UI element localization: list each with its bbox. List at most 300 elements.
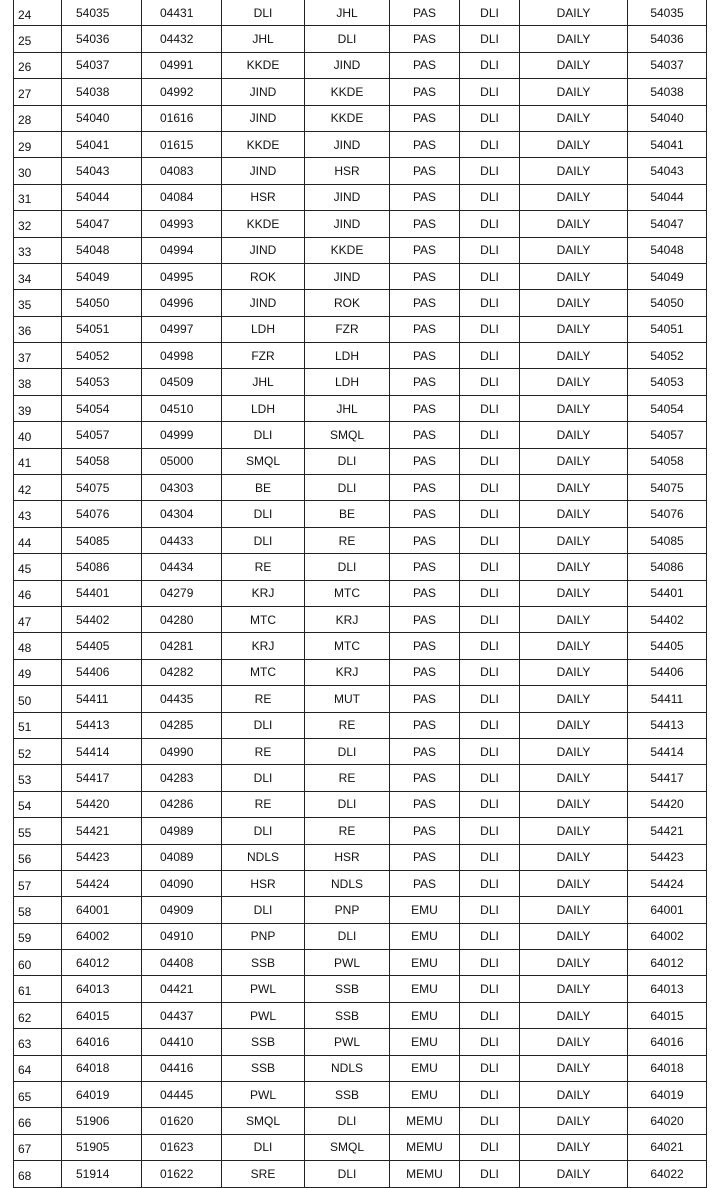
new-train-number-cell: 54051 (62, 316, 142, 342)
train-number-cell: 54405 (628, 633, 707, 659)
old-train-number-cell: 04509 (142, 369, 222, 395)
frequency-cell: DAILY (520, 818, 628, 844)
from-station-cell: DLI (222, 1134, 305, 1160)
division-cell: DLI (460, 475, 520, 501)
division-cell: DLI (460, 1029, 520, 1055)
table-row (14, 1082, 707, 1108)
table-row (14, 475, 707, 501)
from-station-cell: JHL (222, 26, 305, 52)
frequency-cell: DAILY (520, 1134, 628, 1160)
serial-number-cell: 24 (14, 0, 62, 26)
new-train-number-cell: 64012 (62, 950, 142, 976)
from-station-cell: LDH (222, 395, 305, 421)
old-train-number-cell: 04993 (142, 211, 222, 237)
new-train-number-cell: 54048 (62, 237, 142, 263)
serial-number-cell: 26 (14, 52, 62, 78)
serial-number-cell: 41 (14, 448, 62, 474)
table-row (14, 527, 707, 553)
frequency-cell: DAILY (520, 316, 628, 342)
frequency-cell: DAILY (520, 184, 628, 210)
to-station-cell: PNP (305, 897, 390, 923)
train-type-cell: EMU (390, 1082, 460, 1108)
train-type-cell: PAS (390, 79, 460, 105)
new-train-number-cell: 54085 (62, 527, 142, 553)
to-station-cell: SMQL (305, 1134, 390, 1160)
serial-number-cell: 32 (14, 211, 62, 237)
to-station-cell: JIND (305, 263, 390, 289)
division-cell: DLI (460, 950, 520, 976)
from-station-cell: RE (222, 554, 305, 580)
table-row (14, 1161, 707, 1187)
frequency-cell: DAILY (520, 79, 628, 105)
from-station-cell: DLI (222, 765, 305, 791)
serial-number-cell: 58 (14, 897, 62, 923)
old-train-number-cell: 04437 (142, 1002, 222, 1028)
serial-number-cell: 65 (14, 1082, 62, 1108)
frequency-cell: DAILY (520, 131, 628, 157)
frequency-cell: DAILY (520, 976, 628, 1002)
from-station-cell: KRJ (222, 580, 305, 606)
new-train-number-cell: 64013 (62, 976, 142, 1002)
division-cell: DLI (460, 738, 520, 764)
old-train-number-cell: 01615 (142, 131, 222, 157)
from-station-cell: JIND (222, 158, 305, 184)
new-train-number-cell: 54402 (62, 606, 142, 632)
frequency-cell: DAILY (520, 633, 628, 659)
division-cell: DLI (460, 422, 520, 448)
frequency-cell: DAILY (520, 712, 628, 738)
division-cell: DLI (460, 501, 520, 527)
old-train-number-cell: 04280 (142, 606, 222, 632)
serial-number-cell: 55 (14, 818, 62, 844)
serial-number-cell: 54 (14, 791, 62, 817)
division-cell: DLI (460, 184, 520, 210)
train-number-cell: 54075 (628, 475, 707, 501)
old-train-number-cell: 04909 (142, 897, 222, 923)
frequency-cell: DAILY (520, 422, 628, 448)
division-cell: DLI (460, 1161, 520, 1187)
table-row (14, 52, 707, 78)
old-train-number-cell: 04431 (142, 0, 222, 26)
new-train-number-cell: 54035 (62, 0, 142, 26)
new-train-number-cell: 54057 (62, 422, 142, 448)
old-train-number-cell: 04304 (142, 501, 222, 527)
train-type-cell: EMU (390, 923, 460, 949)
old-train-number-cell: 04433 (142, 527, 222, 553)
old-train-number-cell: 04416 (142, 1055, 222, 1081)
old-train-number-cell: 04283 (142, 765, 222, 791)
train-type-cell: PAS (390, 712, 460, 738)
serial-number-cell: 53 (14, 765, 62, 791)
to-station-cell: RE (305, 527, 390, 553)
old-train-number-cell: 05000 (142, 448, 222, 474)
train-number-cell: 54411 (628, 686, 707, 712)
division-cell: DLI (460, 923, 520, 949)
train-type-cell: PAS (390, 765, 460, 791)
to-station-cell: NDLS (305, 1055, 390, 1081)
to-station-cell: MTC (305, 580, 390, 606)
to-station-cell: PWL (305, 1029, 390, 1055)
division-cell: DLI (460, 369, 520, 395)
from-station-cell: HSR (222, 184, 305, 210)
from-station-cell: PWL (222, 976, 305, 1002)
train-number-cell: 54076 (628, 501, 707, 527)
to-station-cell: DLI (305, 26, 390, 52)
frequency-cell: DAILY (520, 606, 628, 632)
train-number-cell: 64015 (628, 1002, 707, 1028)
frequency-cell: DAILY (520, 1055, 628, 1081)
old-train-number-cell: 01623 (142, 1134, 222, 1160)
frequency-cell: DAILY (520, 1108, 628, 1134)
train-type-cell: PAS (390, 580, 460, 606)
to-station-cell: JIND (305, 52, 390, 78)
serial-number-cell: 61 (14, 976, 62, 1002)
train-type-cell: PAS (390, 0, 460, 26)
serial-number-cell: 67 (14, 1134, 62, 1160)
to-station-cell: JHL (305, 0, 390, 26)
new-train-number-cell: 54036 (62, 26, 142, 52)
train-number-cell: 54086 (628, 554, 707, 580)
from-station-cell: SSB (222, 1029, 305, 1055)
table-row (14, 950, 707, 976)
table-row (14, 923, 707, 949)
from-station-cell: RE (222, 686, 305, 712)
from-station-cell: RE (222, 738, 305, 764)
table-row (14, 580, 707, 606)
serial-number-cell: 27 (14, 79, 62, 105)
to-station-cell: KRJ (305, 659, 390, 685)
to-station-cell: SSB (305, 976, 390, 1002)
train-type-cell: PAS (390, 870, 460, 896)
new-train-number-cell: 54050 (62, 290, 142, 316)
frequency-cell: DAILY (520, 343, 628, 369)
train-number-cell: 54424 (628, 870, 707, 896)
train-number-cell: 54038 (628, 79, 707, 105)
serial-number-cell: 49 (14, 659, 62, 685)
division-cell: DLI (460, 343, 520, 369)
train-number-cell: 54417 (628, 765, 707, 791)
old-train-number-cell: 04279 (142, 580, 222, 606)
frequency-cell: DAILY (520, 554, 628, 580)
old-train-number-cell: 04995 (142, 263, 222, 289)
train-type-cell: PAS (390, 263, 460, 289)
new-train-number-cell: 54420 (62, 791, 142, 817)
new-train-number-cell: 54037 (62, 52, 142, 78)
new-train-number-cell: 54413 (62, 712, 142, 738)
new-train-number-cell: 51906 (62, 1108, 142, 1134)
new-train-number-cell: 54038 (62, 79, 142, 105)
new-train-number-cell: 54054 (62, 395, 142, 421)
to-station-cell: DLI (305, 791, 390, 817)
train-type-cell: PAS (390, 290, 460, 316)
train-type-cell: EMU (390, 1002, 460, 1028)
frequency-cell: DAILY (520, 395, 628, 421)
frequency-cell: DAILY (520, 765, 628, 791)
train-type-cell: PAS (390, 633, 460, 659)
division-cell: DLI (460, 897, 520, 923)
serial-number-cell: 33 (14, 237, 62, 263)
division-cell: DLI (460, 211, 520, 237)
to-station-cell: RE (305, 818, 390, 844)
table-row (14, 765, 707, 791)
from-station-cell: KKDE (222, 211, 305, 237)
division-cell: DLI (460, 527, 520, 553)
serial-number-cell: 39 (14, 395, 62, 421)
frequency-cell: DAILY (520, 527, 628, 553)
train-number-cell: 54051 (628, 316, 707, 342)
division-cell: DLI (460, 290, 520, 316)
old-train-number-cell: 04285 (142, 712, 222, 738)
train-number-cell: 54037 (628, 52, 707, 78)
serial-number-cell: 56 (14, 844, 62, 870)
train-type-cell: PAS (390, 844, 460, 870)
serial-number-cell: 30 (14, 158, 62, 184)
table-row (14, 0, 707, 26)
frequency-cell: DAILY (520, 158, 628, 184)
new-train-number-cell: 54421 (62, 818, 142, 844)
from-station-cell: KRJ (222, 633, 305, 659)
frequency-cell: DAILY (520, 1161, 628, 1187)
frequency-cell: DAILY (520, 923, 628, 949)
table-row (14, 818, 707, 844)
serial-number-cell: 62 (14, 1002, 62, 1028)
old-train-number-cell: 04084 (142, 184, 222, 210)
to-station-cell: KKDE (305, 105, 390, 131)
new-train-number-cell: 54043 (62, 158, 142, 184)
from-station-cell: DLI (222, 501, 305, 527)
frequency-cell: DAILY (520, 791, 628, 817)
train-type-cell: EMU (390, 1029, 460, 1055)
division-cell: DLI (460, 712, 520, 738)
division-cell: DLI (460, 237, 520, 263)
from-station-cell: KKDE (222, 131, 305, 157)
serial-number-cell: 66 (14, 1108, 62, 1134)
table-body (14, 0, 707, 1187)
new-train-number-cell: 54041 (62, 131, 142, 157)
new-train-number-cell: 54053 (62, 369, 142, 395)
train-number-cell: 54047 (628, 211, 707, 237)
old-train-number-cell: 01620 (142, 1108, 222, 1134)
train-type-cell: PAS (390, 686, 460, 712)
to-station-cell: SSB (305, 1002, 390, 1028)
division-cell: DLI (460, 0, 520, 26)
train-type-cell: PAS (390, 105, 460, 131)
division-cell: DLI (460, 52, 520, 78)
frequency-cell: DAILY (520, 686, 628, 712)
frequency-cell: DAILY (520, 870, 628, 896)
train-type-cell: PAS (390, 448, 460, 474)
train-number-cell: 54423 (628, 844, 707, 870)
table-row (14, 290, 707, 316)
new-train-number-cell: 54075 (62, 475, 142, 501)
from-station-cell: SMQL (222, 448, 305, 474)
train-type-cell: EMU (390, 976, 460, 1002)
new-train-number-cell: 64016 (62, 1029, 142, 1055)
serial-number-cell: 34 (14, 263, 62, 289)
to-station-cell: KRJ (305, 606, 390, 632)
train-number-cell: 64002 (628, 923, 707, 949)
new-train-number-cell: 54052 (62, 343, 142, 369)
table-row (14, 1029, 707, 1055)
serial-number-cell: 42 (14, 475, 62, 501)
train-type-cell: PAS (390, 527, 460, 553)
old-train-number-cell: 04410 (142, 1029, 222, 1055)
to-station-cell: HSR (305, 844, 390, 870)
train-type-cell: PAS (390, 369, 460, 395)
train-type-cell: EMU (390, 1055, 460, 1081)
new-train-number-cell: 64019 (62, 1082, 142, 1108)
table-row (14, 712, 707, 738)
table-row (14, 897, 707, 923)
serial-number-cell: 43 (14, 501, 62, 527)
table-row (14, 791, 707, 817)
to-station-cell: DLI (305, 475, 390, 501)
table-row (14, 211, 707, 237)
train-type-cell: PAS (390, 606, 460, 632)
table-row (14, 131, 707, 157)
from-station-cell: MTC (222, 659, 305, 685)
train-number-cell: 64001 (628, 897, 707, 923)
old-train-number-cell: 04435 (142, 686, 222, 712)
from-station-cell: KKDE (222, 52, 305, 78)
train-number-cell: 54413 (628, 712, 707, 738)
serial-number-cell: 45 (14, 554, 62, 580)
from-station-cell: SSB (222, 950, 305, 976)
train-number-cell: 54414 (628, 738, 707, 764)
division-cell: DLI (460, 158, 520, 184)
new-train-number-cell: 54411 (62, 686, 142, 712)
division-cell: DLI (460, 765, 520, 791)
from-station-cell: PNP (222, 923, 305, 949)
to-station-cell: NDLS (305, 870, 390, 896)
division-cell: DLI (460, 448, 520, 474)
frequency-cell: DAILY (520, 369, 628, 395)
division-cell: DLI (460, 105, 520, 131)
from-station-cell: PWL (222, 1002, 305, 1028)
train-type-cell: PAS (390, 818, 460, 844)
new-train-number-cell: 51905 (62, 1134, 142, 1160)
to-station-cell: JIND (305, 184, 390, 210)
from-station-cell: MTC (222, 606, 305, 632)
new-train-number-cell: 64001 (62, 897, 142, 923)
serial-number-cell: 28 (14, 105, 62, 131)
from-station-cell: LDH (222, 316, 305, 342)
frequency-cell: DAILY (520, 844, 628, 870)
from-station-cell: DLI (222, 712, 305, 738)
from-station-cell: JIND (222, 290, 305, 316)
new-train-number-cell: 54040 (62, 105, 142, 131)
division-cell: DLI (460, 580, 520, 606)
train-number-cell: 54048 (628, 237, 707, 263)
serial-number-cell: 38 (14, 369, 62, 395)
from-station-cell: SSB (222, 1055, 305, 1081)
table-row (14, 1055, 707, 1081)
division-cell: DLI (460, 131, 520, 157)
table-row (14, 395, 707, 421)
old-train-number-cell: 01622 (142, 1161, 222, 1187)
train-type-cell: MEMU (390, 1108, 460, 1134)
old-train-number-cell: 04510 (142, 395, 222, 421)
train-type-cell: PAS (390, 554, 460, 580)
train-type-cell: PAS (390, 475, 460, 501)
old-train-number-cell: 04992 (142, 79, 222, 105)
table-row (14, 448, 707, 474)
from-station-cell: JIND (222, 105, 305, 131)
from-station-cell: JIND (222, 237, 305, 263)
old-train-number-cell: 04998 (142, 343, 222, 369)
from-station-cell: DLI (222, 0, 305, 26)
new-train-number-cell: 64018 (62, 1055, 142, 1081)
division-cell: DLI (460, 1055, 520, 1081)
from-station-cell: DLI (222, 422, 305, 448)
old-train-number-cell: 04286 (142, 791, 222, 817)
new-train-number-cell: 54414 (62, 738, 142, 764)
to-station-cell: SSB (305, 1082, 390, 1108)
train-number-cell: 64012 (628, 950, 707, 976)
old-train-number-cell: 01616 (142, 105, 222, 131)
frequency-cell: DAILY (520, 26, 628, 52)
serial-number-cell: 51 (14, 712, 62, 738)
from-station-cell: DLI (222, 818, 305, 844)
from-station-cell: BE (222, 475, 305, 501)
train-type-cell: EMU (390, 897, 460, 923)
from-station-cell: DLI (222, 527, 305, 553)
to-station-cell: FZR (305, 316, 390, 342)
frequency-cell: DAILY (520, 263, 628, 289)
train-type-cell: PAS (390, 791, 460, 817)
old-train-number-cell: 04282 (142, 659, 222, 685)
table-row (14, 633, 707, 659)
train-type-cell: PAS (390, 52, 460, 78)
to-station-cell: DLI (305, 554, 390, 580)
old-train-number-cell: 04989 (142, 818, 222, 844)
new-train-number-cell: 54049 (62, 263, 142, 289)
train-type-cell: PAS (390, 738, 460, 764)
frequency-cell: DAILY (520, 290, 628, 316)
division-cell: DLI (460, 79, 520, 105)
train-type-cell: PAS (390, 211, 460, 237)
frequency-cell: DAILY (520, 897, 628, 923)
train-number-cell: 54401 (628, 580, 707, 606)
train-type-cell: PAS (390, 422, 460, 448)
from-station-cell: SRE (222, 1161, 305, 1187)
to-station-cell: JIND (305, 211, 390, 237)
to-station-cell: MTC (305, 633, 390, 659)
train-number-cell: 54041 (628, 131, 707, 157)
new-train-number-cell: 54405 (62, 633, 142, 659)
from-station-cell: ROK (222, 263, 305, 289)
train-type-cell: MEMU (390, 1161, 460, 1187)
serial-number-cell: 68 (14, 1161, 62, 1187)
old-train-number-cell: 04445 (142, 1082, 222, 1108)
old-train-number-cell: 04991 (142, 52, 222, 78)
train-number-cell: 64013 (628, 976, 707, 1002)
new-train-number-cell: 64015 (62, 1002, 142, 1028)
train-number-cell: 54052 (628, 343, 707, 369)
table-row (14, 343, 707, 369)
division-cell: DLI (460, 1002, 520, 1028)
serial-number-cell: 59 (14, 923, 62, 949)
old-train-number-cell: 04408 (142, 950, 222, 976)
train-type-cell: PAS (390, 316, 460, 342)
to-station-cell: DLI (305, 448, 390, 474)
table-row (14, 1108, 707, 1134)
train-type-cell: EMU (390, 950, 460, 976)
table-row (14, 1134, 707, 1160)
train-number-cell: 54054 (628, 395, 707, 421)
frequency-cell: DAILY (520, 0, 628, 26)
old-train-number-cell: 04994 (142, 237, 222, 263)
